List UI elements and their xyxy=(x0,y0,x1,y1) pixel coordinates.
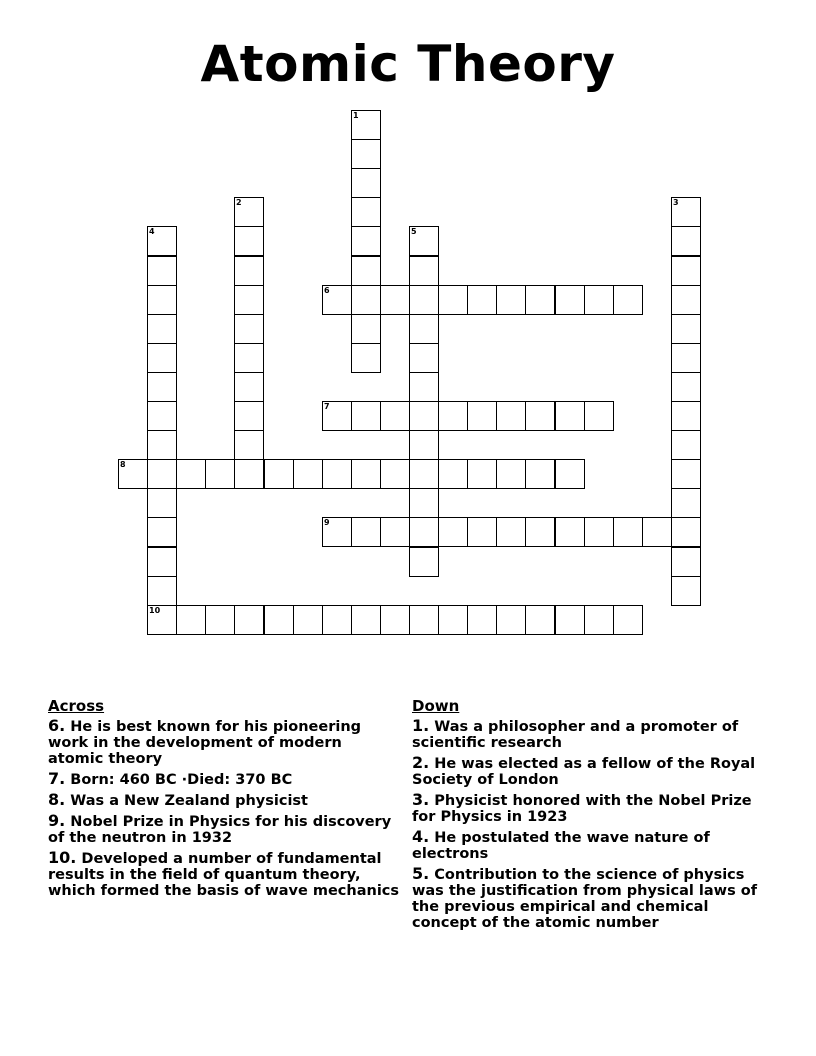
grid-cell[interactable] xyxy=(555,285,585,315)
grid-cell[interactable] xyxy=(293,605,323,635)
grid-cell[interactable] xyxy=(234,605,264,635)
grid-cell[interactable] xyxy=(351,605,381,635)
grid-cell[interactable] xyxy=(671,372,701,402)
across-clue-9 xyxy=(48,813,400,846)
grid-cell[interactable] xyxy=(409,256,439,286)
clue-number: 2. xyxy=(412,753,430,772)
grid-cell[interactable] xyxy=(671,547,701,577)
grid-cell[interactable] xyxy=(671,343,701,373)
clue-text: Physicist honored with the Nobel Prize for Physics in 1923 xyxy=(412,793,752,825)
clue-text: Was a New Zealand physicist xyxy=(70,793,308,809)
grid-cell[interactable] xyxy=(613,285,643,315)
grid-cell[interactable] xyxy=(409,547,439,577)
grid-cell[interactable] xyxy=(584,517,614,547)
grid-cell[interactable] xyxy=(467,459,497,489)
grid-cell[interactable] xyxy=(671,314,701,344)
grid-cell[interactable] xyxy=(293,459,323,489)
grid-cell[interactable] xyxy=(525,459,555,489)
grid-cell[interactable] xyxy=(147,605,177,635)
grid-cell[interactable] xyxy=(438,459,468,489)
grid-cell[interactable] xyxy=(409,372,439,402)
clue-number: 10. xyxy=(48,848,77,867)
down-clue-3 xyxy=(412,792,772,825)
puzzle-title: Atomic Theory xyxy=(200,35,616,93)
grid-cell[interactable] xyxy=(671,197,701,227)
clue-text: Was a philosopher and a promoter of scientific research xyxy=(412,719,739,751)
clue-text: He was elected as a fellow of the Royal Society of London xyxy=(412,756,756,788)
grid-cell[interactable] xyxy=(525,605,555,635)
grid-cell[interactable] xyxy=(147,285,177,315)
grid-cell[interactable] xyxy=(322,285,352,315)
grid-cell[interactable] xyxy=(467,605,497,635)
grid-cell[interactable] xyxy=(584,605,614,635)
down-clue-2 xyxy=(412,755,772,788)
clue-number: 9. xyxy=(48,811,66,830)
grid-cell[interactable] xyxy=(234,285,264,315)
grid-cell[interactable] xyxy=(584,285,614,315)
cell-number: 3 xyxy=(673,198,679,207)
grid-cell[interactable] xyxy=(467,517,497,547)
grid-cell[interactable] xyxy=(671,256,701,286)
grid-cell[interactable] xyxy=(351,517,381,547)
grid-cell[interactable] xyxy=(409,314,439,344)
clue-text: Born: 460 BC ·Died: 370 BC xyxy=(70,772,293,788)
grid-cell[interactable] xyxy=(671,517,701,547)
cell-number: 8 xyxy=(120,460,126,469)
down-clues xyxy=(412,698,772,935)
grid-cell[interactable] xyxy=(409,285,439,315)
clue-number: 6. xyxy=(48,716,66,735)
grid-cell[interactable] xyxy=(351,459,381,489)
grid-cell[interactable] xyxy=(147,314,177,344)
grid-cell[interactable] xyxy=(234,401,264,431)
grid-cell[interactable] xyxy=(438,517,468,547)
grid-cell[interactable] xyxy=(409,488,439,518)
grid-cell[interactable] xyxy=(234,430,264,460)
grid-cell[interactable] xyxy=(118,459,148,489)
clue-text: Developed a number of fundamental results in the field of quantum theory, which formed the basis of wave mechanics xyxy=(48,851,400,899)
grid-cell[interactable] xyxy=(234,459,264,489)
cell-number: 9 xyxy=(324,518,330,527)
grid-cell[interactable] xyxy=(234,372,264,402)
grid-cell[interactable] xyxy=(351,110,381,140)
grid-cell[interactable] xyxy=(147,256,177,286)
grid-cell[interactable] xyxy=(176,459,206,489)
clue-text: Contribution to the science of physics was the justification from physical laws of the previous empirical and chemical concept of the atomic number xyxy=(412,867,758,931)
across-heading: Across xyxy=(48,697,105,715)
grid-cell[interactable] xyxy=(380,605,410,635)
across-clue-10 xyxy=(48,850,400,899)
grid-cell[interactable] xyxy=(147,343,177,373)
grid-cell[interactable] xyxy=(409,401,439,431)
clue-number: 1. xyxy=(412,716,430,735)
grid-cell[interactable] xyxy=(351,314,381,344)
down-clue-4 xyxy=(412,829,772,862)
grid-cell[interactable] xyxy=(613,605,643,635)
grid-cell[interactable] xyxy=(234,314,264,344)
grid-cell[interactable] xyxy=(555,401,585,431)
across-clue-7 xyxy=(48,771,400,788)
grid-cell[interactable] xyxy=(555,459,585,489)
grid-cell[interactable] xyxy=(671,459,701,489)
cell-number: 4 xyxy=(149,227,155,236)
cell-number: 1 xyxy=(353,111,359,120)
grid-cell[interactable] xyxy=(147,488,177,518)
clue-number: 7. xyxy=(48,769,66,788)
grid-cell[interactable] xyxy=(351,139,381,169)
across-clue-6 xyxy=(48,718,400,767)
grid-cell[interactable] xyxy=(438,401,468,431)
grid-cell[interactable] xyxy=(147,430,177,460)
grid-cell[interactable] xyxy=(234,226,264,256)
grid-cell[interactable] xyxy=(322,459,352,489)
grid-cell[interactable] xyxy=(351,197,381,227)
grid-cell[interactable] xyxy=(525,517,555,547)
grid-cell[interactable] xyxy=(496,285,526,315)
grid-cell[interactable] xyxy=(438,285,468,315)
grid-cell[interactable] xyxy=(322,605,352,635)
grid-cell[interactable] xyxy=(234,197,264,227)
grid-cell[interactable] xyxy=(380,285,410,315)
clue-number: 3. xyxy=(412,790,430,809)
grid-cell[interactable] xyxy=(409,430,439,460)
grid-cell[interactable] xyxy=(380,459,410,489)
cell-number: 5 xyxy=(411,227,417,236)
grid-cell[interactable] xyxy=(147,517,177,547)
grid-cell[interactable] xyxy=(147,372,177,402)
grid-cell[interactable] xyxy=(613,517,643,547)
cell-number: 10 xyxy=(149,606,161,615)
grid-cell[interactable] xyxy=(409,226,439,256)
cell-number: 6 xyxy=(324,286,330,295)
grid-cell[interactable] xyxy=(496,401,526,431)
clue-number: 4. xyxy=(412,827,430,846)
grid-cell[interactable] xyxy=(467,401,497,431)
down-clue-5 xyxy=(412,866,772,931)
grid-cell[interactable] xyxy=(671,226,701,256)
grid-cell[interactable] xyxy=(234,343,264,373)
grid-cell[interactable] xyxy=(555,605,585,635)
grid-cell[interactable] xyxy=(351,401,381,431)
clue-number: 8. xyxy=(48,790,66,809)
grid-cell[interactable] xyxy=(351,168,381,198)
grid-cell[interactable] xyxy=(351,343,381,373)
down-heading: Down xyxy=(412,697,460,715)
grid-cell[interactable] xyxy=(380,401,410,431)
grid-cell[interactable] xyxy=(496,605,526,635)
grid-cell[interactable] xyxy=(409,517,439,547)
grid-cell[interactable] xyxy=(176,605,206,635)
grid-cell[interactable] xyxy=(147,226,177,256)
grid-cell[interactable] xyxy=(351,226,381,256)
grid-cell[interactable] xyxy=(205,459,235,489)
grid-cell[interactable] xyxy=(147,401,177,431)
grid-cell[interactable] xyxy=(642,517,672,547)
grid-cell[interactable] xyxy=(409,459,439,489)
across-clues xyxy=(48,698,400,903)
down-clue-1 xyxy=(412,718,772,751)
grid-cell[interactable] xyxy=(671,430,701,460)
grid-cell[interactable] xyxy=(147,459,177,489)
clue-text: He is best known for his pioneering work in the development of modern atomic theory xyxy=(48,719,362,767)
grid-cell[interactable] xyxy=(147,576,177,606)
grid-cell[interactable] xyxy=(380,517,410,547)
grid-cell[interactable] xyxy=(525,285,555,315)
grid-cell[interactable] xyxy=(205,605,235,635)
grid-cell[interactable] xyxy=(555,517,585,547)
grid-cell[interactable] xyxy=(147,547,177,577)
grid-cell[interactable] xyxy=(351,256,381,286)
across-clue-8 xyxy=(48,792,400,809)
grid-cell[interactable] xyxy=(525,401,555,431)
clue-number: 5. xyxy=(412,864,430,883)
grid-cell[interactable] xyxy=(409,343,439,373)
grid-cell[interactable] xyxy=(264,459,294,489)
grid-cell[interactable] xyxy=(409,605,439,635)
grid-cell[interactable] xyxy=(264,605,294,635)
grid-cell[interactable] xyxy=(467,285,497,315)
grid-cell[interactable] xyxy=(322,401,352,431)
grid-cell[interactable] xyxy=(496,459,526,489)
cell-number: 7 xyxy=(324,402,330,411)
grid-cell[interactable] xyxy=(496,517,526,547)
grid-cell[interactable] xyxy=(322,517,352,547)
grid-cell[interactable] xyxy=(671,285,701,315)
cell-number: 2 xyxy=(236,198,242,207)
grid-cell[interactable] xyxy=(438,605,468,635)
grid-cell[interactable] xyxy=(234,256,264,286)
grid-cell[interactable] xyxy=(671,576,701,606)
grid-cell[interactable] xyxy=(671,488,701,518)
clue-text: Nobel Prize in Physics for his discovery of the neutron in 1932 xyxy=(48,814,392,846)
clue-text: He postulated the wave nature of electrons xyxy=(412,830,710,862)
grid-cell[interactable] xyxy=(351,285,381,315)
grid-cell[interactable] xyxy=(671,401,701,431)
grid-cell[interactable] xyxy=(584,401,614,431)
